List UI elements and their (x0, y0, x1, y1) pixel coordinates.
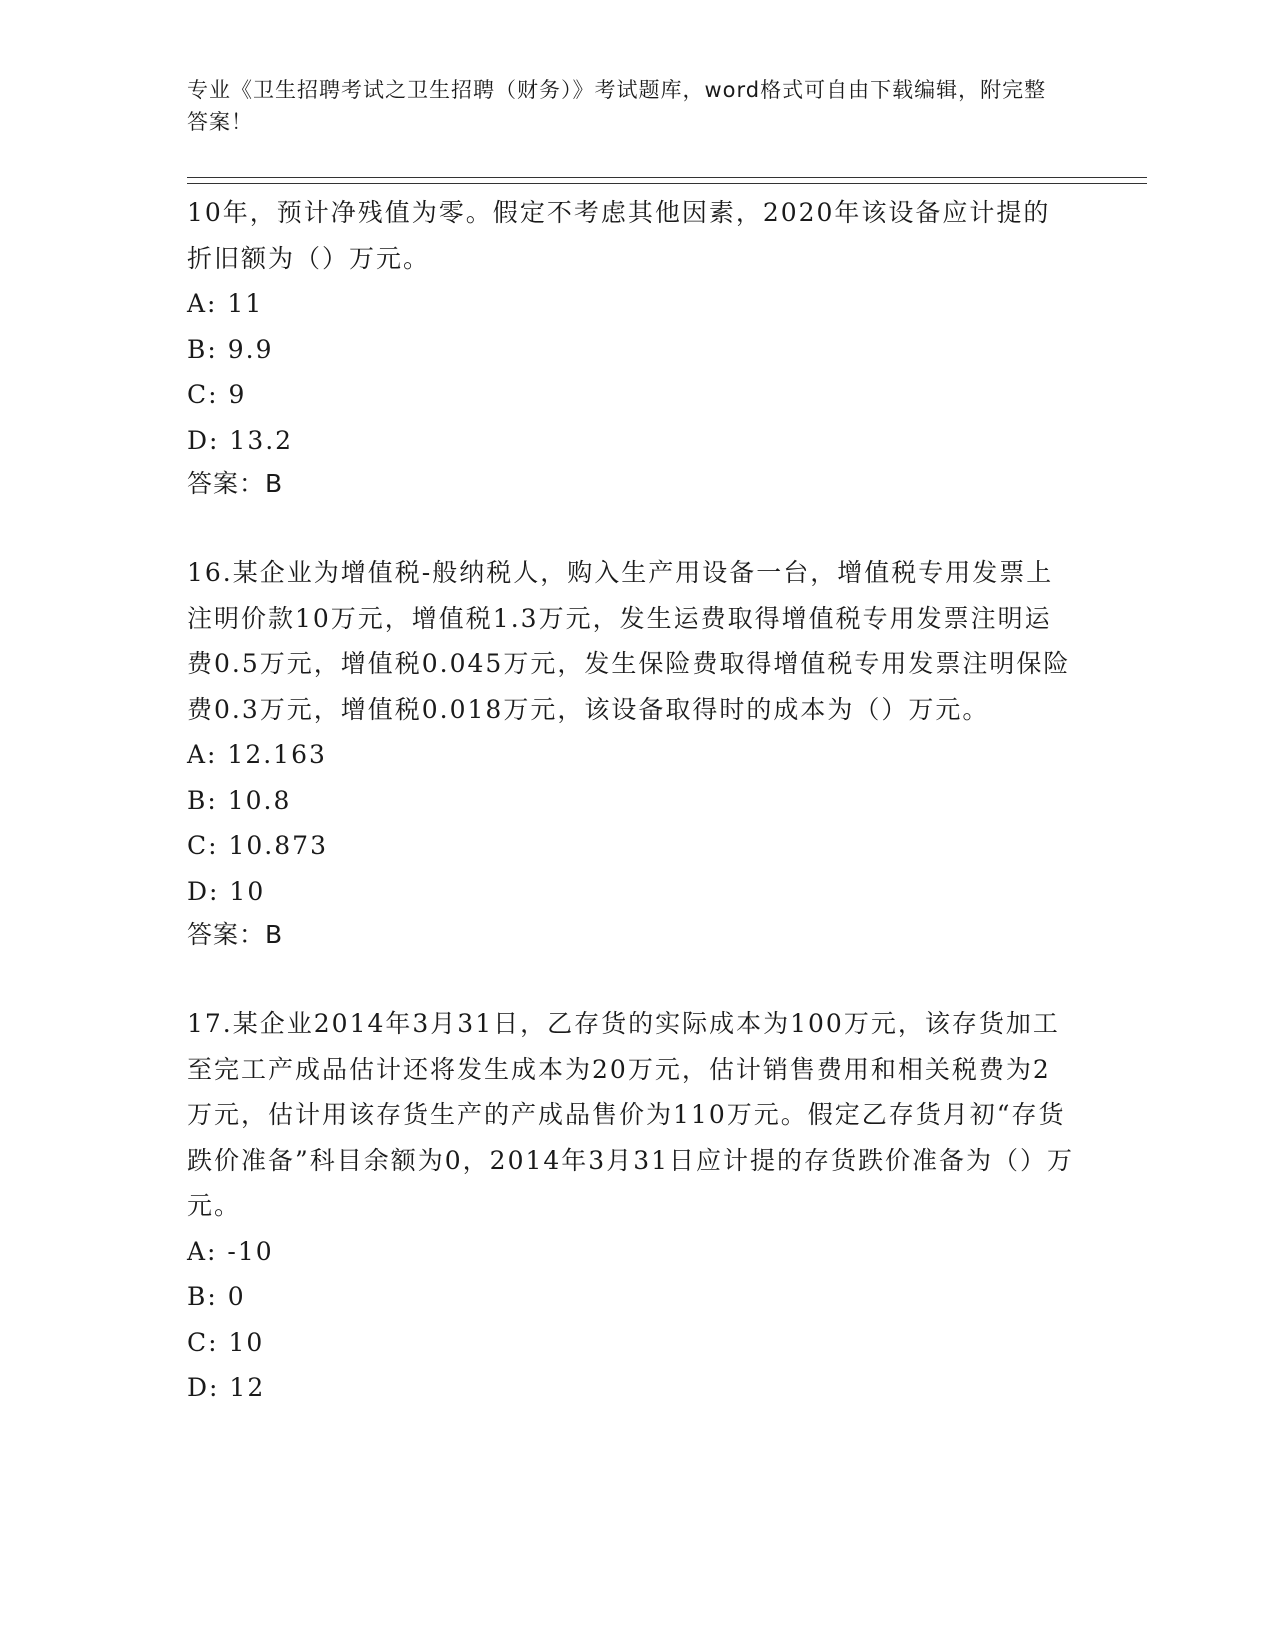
option-c: C: 10.873 (187, 831, 328, 860)
question-list (187, 190, 1077, 1456)
question-stem: 10年，预计净残值为零。假定不考虑其他因素，2020年该设备应计提的折旧额为（）万元。 (187, 198, 1051, 273)
option-b: B: 0 (187, 1282, 246, 1311)
question-block (187, 550, 1077, 956)
answer-line: 答案：B (187, 469, 284, 498)
option-c: C: 10 (187, 1327, 265, 1357)
question-block (187, 1001, 1077, 1411)
option-d: D: 12 (187, 1373, 266, 1402)
option-b: B: 9.9 (187, 334, 274, 364)
option-d: D: 13.2 (187, 425, 294, 455)
question-stem: 17.某企业2014年3月31日，乙存货的实际成本为100万元，该存货加工至完工产成品估计还将发生成本为20万元，估计销售费用和相关税费为2万元，估计用该存货生产的产成品售价为110万元。假定乙存货月初“存货跌价准备”科目余额为0，2014年3月31日应计提的存货跌价准备为（）万元。 (187, 1009, 1075, 1220)
question-stem: 16.某企业为增值税-般纳税人，购入生产用设备一台，增值税专用发票上注明价款10万元，增值税1.3万元，发生运费取得增值税专用发票注明运费0.5万元，增值税0.045万元，发生保险费取得增值税专用发票注明保险费0.3万元，增值税0.018万元，该设备取得时的成本为（）万元。 (187, 558, 1071, 724)
option-c: C: 9 (187, 380, 247, 409)
answer-line: 答案：B (187, 920, 284, 949)
option-b: B: 10.8 (187, 785, 292, 815)
document-header: 专业《卫生招聘考试之卫生招聘（财务）》考试题库，word格式可自由下载编辑，附完整答案！ (187, 78, 1047, 134)
question-block (187, 190, 1077, 505)
option-a: A: -10 (187, 1236, 274, 1266)
header-rule-top (187, 177, 1147, 178)
option-a: A: 11 (187, 289, 264, 318)
header-rule-bottom (187, 183, 1147, 184)
option-a: A: 12.163 (187, 740, 327, 769)
option-d: D: 10 (187, 876, 266, 906)
